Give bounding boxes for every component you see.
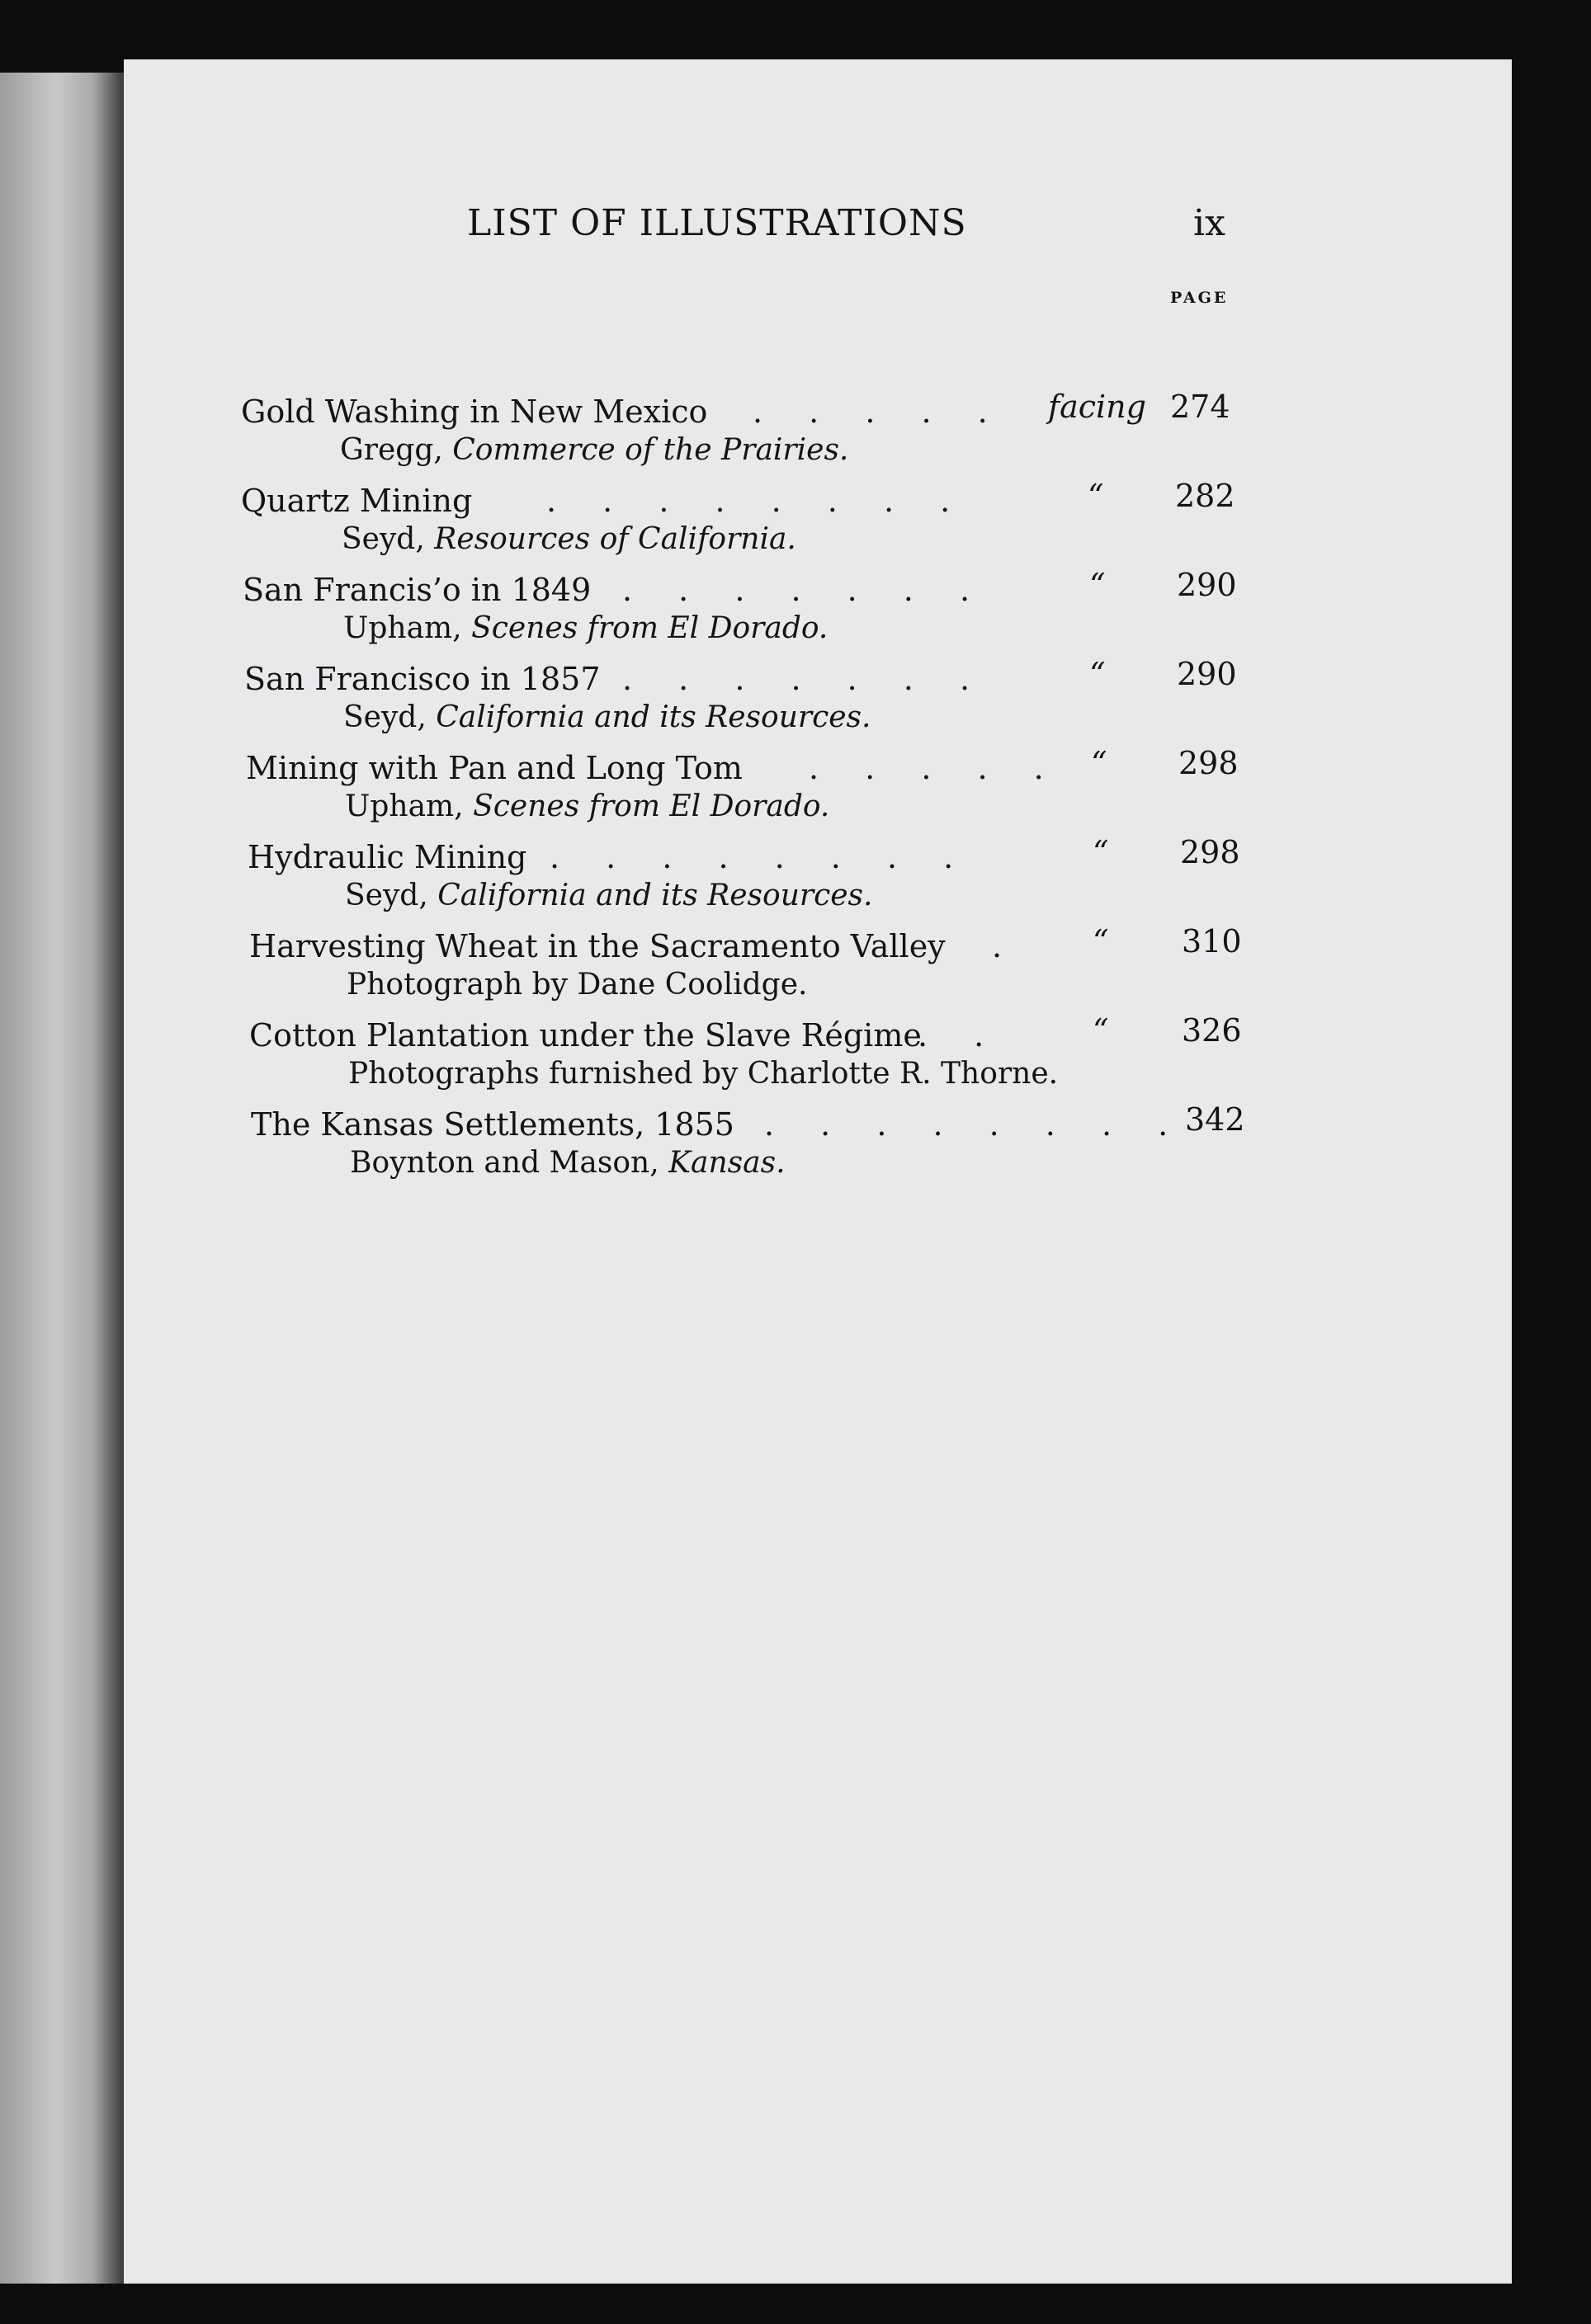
list-item: [124, 834, 1512, 922]
ditto-mark: “: [1093, 923, 1109, 959]
entry-title: San Francisco in 1857: [244, 661, 601, 697]
list-item: [124, 478, 1512, 565]
entry-source: Seyd, California and its Resources.: [343, 700, 871, 734]
entry-title: San Francis’o in 1849: [243, 572, 592, 608]
entry-title: Quartz Mining: [241, 483, 473, 519]
entry-title: The Kansas Settlements, 1855: [251, 1106, 734, 1143]
entry-page: 290: [1177, 567, 1237, 603]
leader-dots: . . . . . . .: [622, 572, 989, 608]
entry-page: 326: [1182, 1012, 1242, 1049]
leader-dots: . . . . .: [809, 750, 1062, 786]
entry-source: Upham, Scenes from El Dorado.: [343, 611, 829, 645]
leader-dots: . . . . . . . .: [764, 1106, 1187, 1143]
leader-dots: . . . . . . . .: [550, 839, 972, 875]
leader-dots: . .: [918, 1017, 1003, 1054]
entry-source: Boynton and Mason, Kansas.: [350, 1146, 786, 1180]
entry-page: 282: [1175, 478, 1235, 514]
entry-source: Gregg, Commerce of the Prairies.: [340, 433, 849, 467]
leader-dots: .: [992, 928, 1021, 964]
ditto-mark: “: [1093, 1012, 1109, 1049]
entry-page: 298: [1180, 834, 1240, 870]
ditto-mark: “: [1093, 834, 1109, 870]
entry-page: 290: [1177, 656, 1237, 692]
entry-page: 274: [1170, 389, 1230, 425]
list-item: [124, 656, 1512, 743]
list-item: [124, 567, 1512, 654]
entry-page: 342: [1185, 1101, 1245, 1138]
list-item: [124, 923, 1512, 1011]
list-item: [124, 389, 1512, 476]
book-page: [124, 59, 1512, 2284]
entry-title: Gold Washing in New Mexico: [241, 394, 708, 430]
entry-source: Photographs furnished by Charlotte R. Thorne.: [348, 1057, 1059, 1091]
entry-page: 310: [1182, 923, 1242, 959]
leader-dots: . . . . .: [753, 394, 1006, 430]
entry-source: Photograph by Dane Coolidge.: [347, 968, 808, 1002]
facing-page-edge: [0, 73, 124, 2284]
entry-title: Cotton Plantation under the Slave Régime: [249, 1017, 922, 1054]
ditto-mark: “: [1088, 478, 1104, 514]
entry-source: Seyd, California and its Resources.: [345, 879, 873, 912]
entry-source: Upham, Scenes from El Dorado.: [345, 790, 830, 823]
leader-dots: . . . . . . . .: [546, 483, 969, 519]
list-item: [124, 1101, 1512, 1189]
entry-page: 298: [1178, 745, 1239, 781]
ditto-mark: “: [1089, 656, 1106, 692]
ditto-mark: “: [1089, 567, 1106, 603]
ditto-mark: “: [1091, 745, 1107, 781]
list-item: [124, 745, 1512, 832]
page-number: ix: [1193, 202, 1225, 244]
page-title: LIST OF ILLUSTRATIONS: [467, 202, 967, 244]
entry-title: Mining with Pan and Long Tom: [246, 750, 743, 786]
list-item: [124, 1012, 1512, 1100]
entry-source: Seyd, Resources of California.: [342, 522, 796, 556]
leader-dots: . . . . . . .: [622, 661, 989, 697]
page-column-label: PAGE: [1170, 289, 1229, 307]
entry-title: Harvesting Wheat in the Sacramento Valley: [249, 928, 946, 964]
facing-label: facing: [1048, 389, 1146, 425]
entry-title: Hydraulic Mining: [248, 839, 527, 875]
